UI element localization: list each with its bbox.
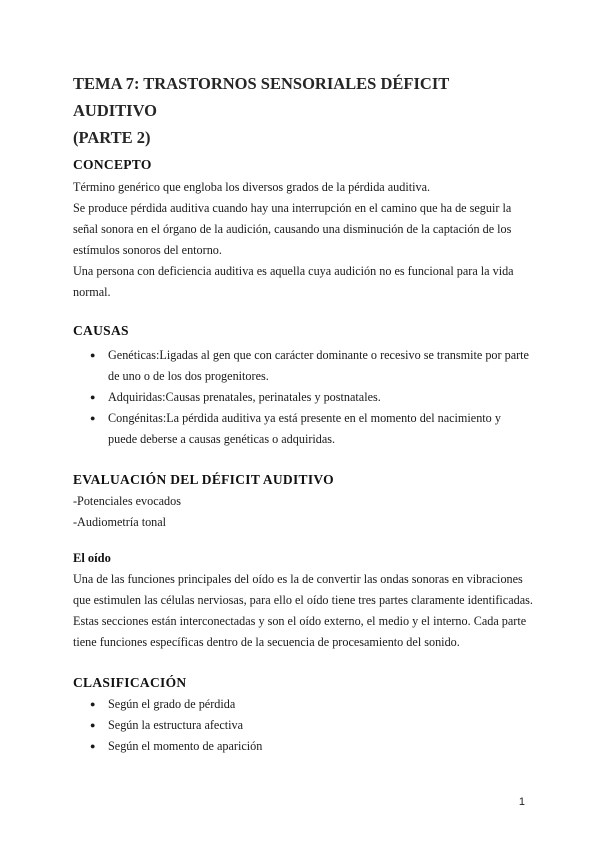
evaluacion-line-1: -Potenciales evocados (73, 494, 181, 508)
list-item (73, 408, 533, 450)
section-causas (73, 323, 533, 450)
heading-concepto: CONCEPTO (73, 157, 152, 172)
section-concepto (73, 157, 533, 303)
bullet-icon: ● (90, 720, 96, 730)
title-line-2: (PARTE 2) (73, 128, 151, 147)
clasificacion-item-momento: Según el momento de aparición (108, 739, 263, 753)
heading-evaluacion: EVALUACIÓN DEL DÉFICIT AUDITIVO (73, 472, 334, 487)
causas-item-geneticas: Genéticas:Ligadas al gen que con carácter dominante o recesivo se transmite por parte de uno o de los dos progenitores. (108, 348, 529, 383)
section-clasificacion (73, 675, 533, 757)
concepto-paragraph-3: Una persona con deficiencia auditiva es aquella cuya audición no es funcional para la vida normal. (73, 264, 514, 299)
bullet-icon: ● (90, 392, 96, 402)
list-item (73, 715, 533, 736)
evaluacion-line-2: -Audiometría tonal (73, 515, 167, 529)
heading-clasificacion: CLASIFICACIÓN (73, 675, 187, 690)
list-item (73, 736, 533, 757)
bullet-icon: ● (90, 413, 96, 423)
bullet-icon: ● (90, 741, 96, 751)
list-item (73, 694, 533, 715)
bullet-icon: ● (90, 350, 96, 360)
heading-oido: El oído (73, 551, 111, 565)
concepto-paragraph-1: Término genérico que engloba los diversos grados de la pérdida auditiva. (73, 180, 431, 194)
title-line-1: TEMA 7: TRASTORNOS SENSORIALES DÉFICIT AUDITIVO (73, 74, 449, 120)
concepto-paragraph-2: Se produce pérdida auditiva cuando hay una interrupción en el camino que ha de seguir la señal sonora en el órgano de la audición, causando una disminución de la captación de los estímulos sonoros del entorno. (73, 201, 512, 257)
clasificacion-item-estructura: Según la estructura afectiva (108, 718, 244, 732)
clasificacion-item-grado: Según el grado de pérdida (108, 697, 236, 711)
document-title (73, 70, 533, 151)
heading-causas: CAUSAS (73, 323, 129, 338)
clasificacion-list (73, 694, 533, 757)
section-evaluacion (73, 472, 533, 533)
list-item (73, 387, 533, 408)
oido-paragraph: Una de las funciones principales del oído es la de convertir las ondas sonoras en vibraciones que estimulen las células nerviosas, para ello el oído tiene tres partes claramente identificadas. Estas secciones están interconectadas y son el oído externo, el medio y el interno. Cada parte tiene funciones específicas dentro de la secuencia de procesamiento del sonido. (73, 572, 533, 649)
section-oido (73, 551, 533, 653)
causas-item-adquiridas: Adquiridas:Causas prenatales, perinatales y postnatales. (108, 390, 381, 404)
bullet-icon: ● (90, 699, 96, 709)
causas-item-congenitas: Congénitas:La pérdida auditiva ya está presente en el momento del nacimiento y puede deberse a causas genéticas o adquiridas. (108, 411, 501, 446)
causas-list (73, 345, 533, 450)
document-page (73, 70, 533, 757)
list-item (73, 345, 533, 387)
page-number: 1 (518, 796, 525, 808)
